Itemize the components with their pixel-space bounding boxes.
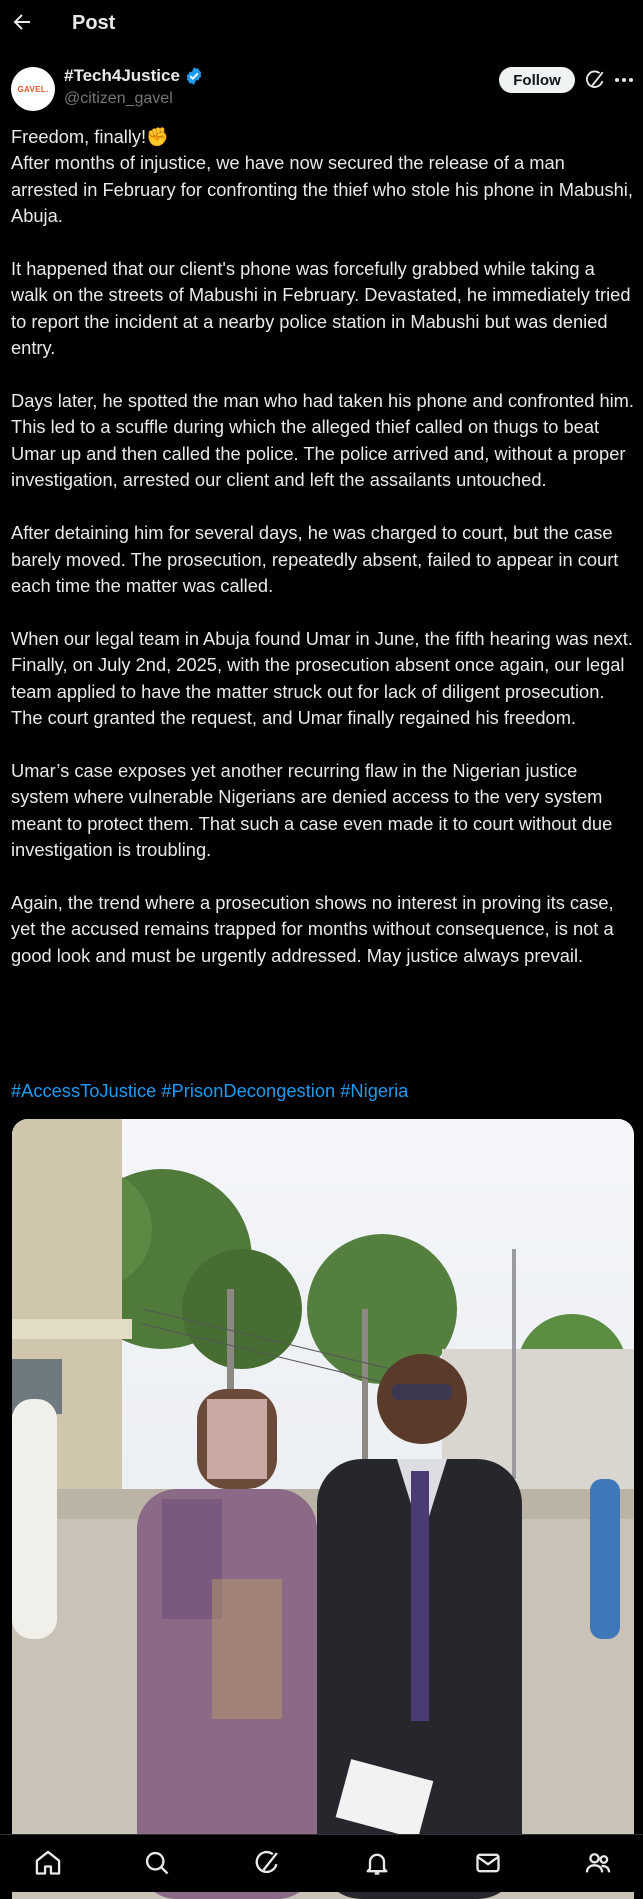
hashtag-link[interactable]: #AccessToJustice: [11, 1080, 157, 1101]
messages-icon[interactable]: [474, 1849, 502, 1877]
bottom-navigation: [0, 1834, 643, 1892]
grok-icon[interactable]: [253, 1849, 281, 1877]
back-arrow-icon[interactable]: [10, 10, 34, 34]
verified-badge-icon: [184, 66, 204, 86]
home-icon[interactable]: [34, 1849, 62, 1877]
post-photo[interactable]: [12, 1119, 634, 1899]
communities-icon[interactable]: [584, 1849, 612, 1877]
author-name-row[interactable]: [64, 66, 204, 86]
grok-icon[interactable]: [584, 69, 606, 91]
hashtag-link[interactable]: #Nigeria: [340, 1080, 409, 1101]
photo-illustration: [12, 1119, 634, 1899]
hashtags: [11, 1078, 408, 1104]
post-text: Freedom, finally!✊ After months of injustice, we have now secured the release of a man arrested in February for confronting the thief who stole his phone in Mabushi, Abuja. It happened that our client's phone was forcefully grabbed while taking a walk on the streets of Mabushi in February. Devastated, he immediately tried to report the incident at a nearby police station in Mabushi but was denied entry. Days later, he spotted the man who had taken his phone and confronted him. This led to a scuffle during which the alleged thief called on thugs to beat Umar up and then called the police. The police arrived and, without a proper investigation, arrested our client and left the assailants untouched. After detaining him for several days, he was charged to court, but the case barely moved. The prosecution, repeatedly absent, failed to appear in court each time the matter was called. When our legal team in Abuja found Umar in June, the fifth hearing was next. Finally, on July 2nd, 2025, with the prosecution absent once again, our legal team applied to have the matter struck out for lack of diligent prosecution. The court granted the request, and Umar finally regained his freedom. Umar’s case exposes yet another recurring flaw in the Nigerian justice system where vulnerable Nigerians are denied access to the very system meant to protect them. That such a case even made it to court without due investigation is troubling. Again, the trend where a prosecution shows no interest in proving its case, yet the accused remains trapped for months without consequence, is not a good look and must be urgently addressed. May justice always prevail.: [11, 126, 634, 966]
search-icon[interactable]: [143, 1849, 171, 1877]
page-title: Post: [72, 12, 116, 34]
follow-button[interactable]: Follow: [499, 67, 575, 93]
hashtag-link[interactable]: #PrisonDecongestion: [161, 1080, 336, 1101]
notifications-icon[interactable]: [363, 1849, 391, 1877]
top-bar: [0, 0, 643, 48]
avatar-logo-text: GAVEL.: [17, 84, 49, 94]
avatar[interactable]: [11, 67, 55, 111]
author-handle[interactable]: @citizen_gavel: [64, 90, 173, 107]
author-name[interactable]: #Tech4Justice: [64, 66, 180, 85]
more-icon[interactable]: [612, 69, 636, 91]
